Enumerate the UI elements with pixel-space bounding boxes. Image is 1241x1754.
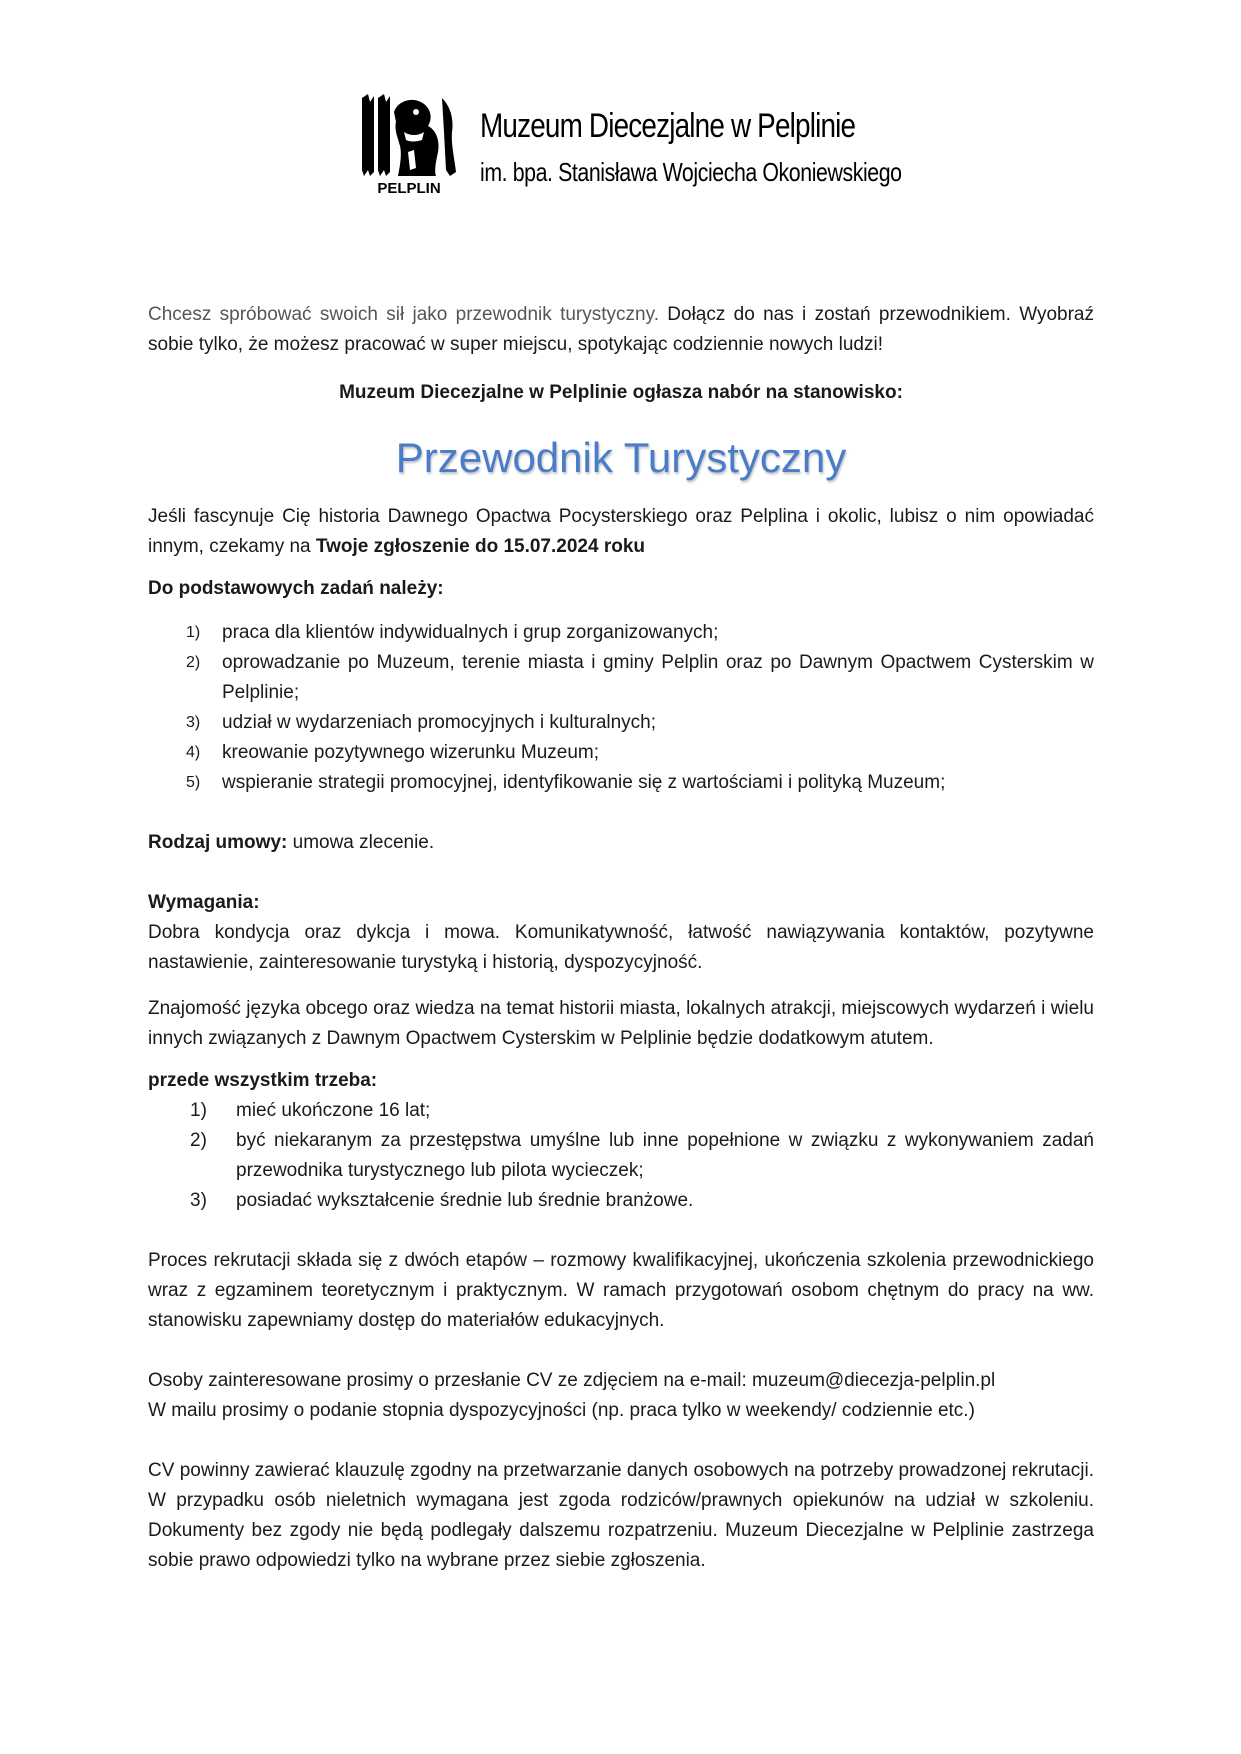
header bbox=[358, 92, 918, 202]
list-text: posiadać wykształcenie średnie lub średnie branżowe. bbox=[236, 1190, 694, 1211]
list-number: 4) bbox=[186, 744, 201, 761]
list-number: 3) bbox=[186, 714, 201, 731]
museum-logo-icon bbox=[358, 92, 460, 196]
contract-label: Rodzaj umowy: bbox=[148, 832, 288, 853]
invite-text: Jeśli fascynuje Cię historia Dawnego Opactwa Pocysterskiego oraz Pelplina i okolic, lubisz o nim opowiadać innym, czekamy na bbox=[148, 506, 1094, 557]
list-text: praca dla klientów indywidualnych i grup zorganizowanych; bbox=[222, 622, 719, 643]
bonus-paragraph: Znajomość języka obcego oraz wiedza na temat historii miasta, lokalnych atrakcji, miejscowych wydarzeń i wielu innych związanych z Dawnym Opactwem Cysterskim w Pelplinie będzie dodatkowym atutem. bbox=[148, 998, 1094, 1049]
invite-deadline: Twoje zgłoszenie do 15.07.2024 roku bbox=[315, 536, 646, 557]
list-item bbox=[148, 1126, 1094, 1186]
contract-value: umowa zlecenie. bbox=[287, 832, 435, 853]
list-number: 5) bbox=[186, 774, 201, 791]
list-text: być niekaranym za przestępstwa umyślne lub inne popełnione w związku z wykonywaniem zadań przewodnika turystycznego lub pilota wycieczek; bbox=[236, 1130, 1094, 1181]
logo-text: PELPLIN bbox=[377, 180, 441, 196]
list-item bbox=[148, 768, 1094, 798]
requirements-heading: Wymagania: bbox=[148, 892, 260, 913]
list-number: 2) bbox=[190, 1130, 207, 1151]
invite-paragraph bbox=[148, 502, 1094, 562]
list-item bbox=[148, 618, 1094, 648]
announcement: Muzeum Diecezjalne w Pelplinie ogłasza nabór na stanowisko: bbox=[339, 382, 903, 403]
job-title: Przewodnik Turystyczny bbox=[395, 434, 847, 481]
list-text: mieć ukończone 16 lat; bbox=[236, 1100, 431, 1121]
contract-line bbox=[148, 828, 1094, 858]
museum-name: Muzeum Diecezjalne w Pelplinie bbox=[480, 107, 856, 145]
list-number: 2) bbox=[186, 654, 201, 671]
list-item bbox=[148, 1096, 1094, 1126]
museum-subtitle: im. bpa. Stanisława Wojciecha Okoniewskiego bbox=[480, 157, 902, 187]
list-item bbox=[148, 738, 1094, 768]
tasks-heading: Do podstawowych zadań należy: bbox=[148, 578, 444, 599]
must-list bbox=[148, 1096, 1094, 1216]
list-text: udział w wydarzeniach promocyjnych i kulturalnych; bbox=[222, 712, 657, 733]
tasks-list bbox=[148, 618, 1094, 798]
list-text: wspieranie strategii promocyjnej, identyfikowanie się z wartościami i polityką Muzeum; bbox=[222, 772, 946, 793]
contact-line-1: Osoby zainteresowane prosimy o przesłanie CV ze zdjęciem na e-mail: muzeum@diecezja-pelplin.pl bbox=[148, 1370, 996, 1391]
intro-paragraph bbox=[148, 300, 1094, 360]
list-item bbox=[148, 648, 1094, 708]
list-item bbox=[148, 708, 1094, 738]
list-text: oprowadzanie po Muzeum, terenie miasta i gminy Pelplin oraz po Dawnym Opactwem Cysterskim w Pelplinie; bbox=[222, 652, 1094, 703]
list-number: 3) bbox=[190, 1190, 207, 1211]
list-item bbox=[148, 1186, 1094, 1216]
list-number: 1) bbox=[186, 624, 201, 641]
document-body bbox=[148, 300, 1094, 1576]
contact-line-2: W mailu prosimy o podanie stopnia dyspozycyjności (np. praca tylko w weekendy/ codziennie etc.) bbox=[148, 1400, 975, 1421]
intro-part1: Chcesz spróbować swoich sił jako przewodnik turystyczny. bbox=[148, 304, 668, 325]
intro-part2: Dołącz do nas i zostań przewodnikiem. Wyobraź sobie tylko, że możesz pracować w super miejscu, spotykając codziennie nowych ludzi! bbox=[148, 304, 1094, 355]
requirements-text: Dobra kondycja oraz dykcja i mowa. Komunikatywność, łatwość nawiązywania kontaktów, pozytywne nastawienie, zainteresowanie turystyką i historią, dyspozycyjność. bbox=[148, 922, 1094, 973]
consent-paragraph: CV powinny zawierać klauzulę zgodny na przetwarzanie danych osobowych na potrzeby prowadzonej rekrutacji. W przypadku osób nieletnich wymagana jest zgoda rodziców/prawnych opiekunów na udział w szkoleniu. Dokumenty bez zgody nie będą podlegały dalszemu rozpatrzeniu. Muzeum Diecezjalne w Pelplinie zastrzega sobie prawo odpowiedzi tylko na wybrane przez siebie zgłoszenia. bbox=[148, 1460, 1094, 1571]
list-number: 1) bbox=[190, 1100, 207, 1121]
process-paragraph: Proces rekrutacji składa się z dwóch etapów – rozmowy kwalifikacyjnej, ukończenia szkolenia przewodnickiego wraz z egzaminem teoretycznym i praktycznym. W ramach przygotowań osobom chętnym do pracy na ww. stanowisku zapewniamy dostęp do materiałów edukacyjnych. bbox=[148, 1250, 1094, 1331]
must-heading: przede wszystkim trzeba: bbox=[148, 1070, 378, 1091]
list-text: kreowanie pozytywnego wizerunku Muzeum; bbox=[222, 742, 600, 763]
